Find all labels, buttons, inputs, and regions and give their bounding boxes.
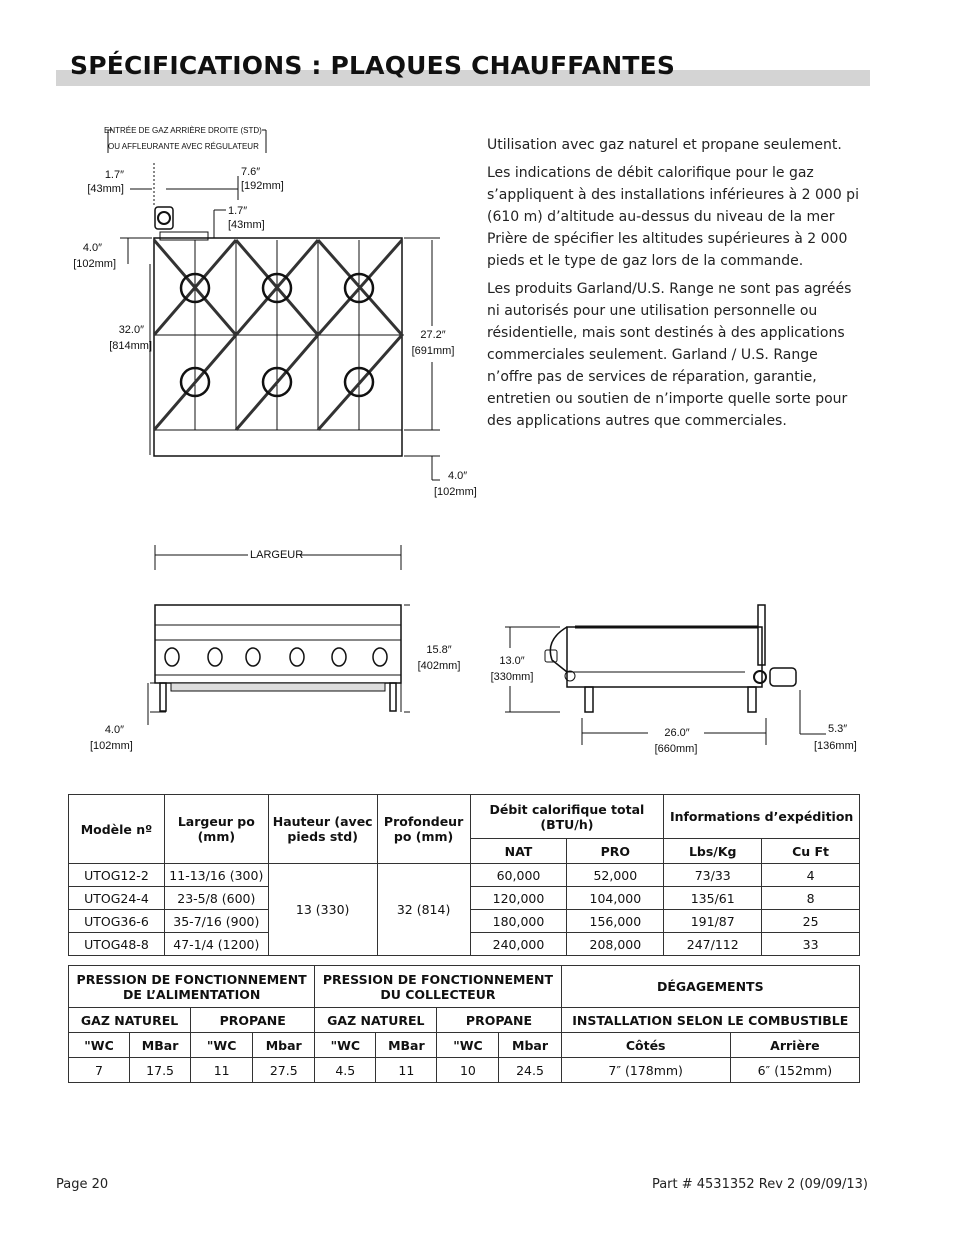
- cell-rear: 6″ (152mm): [730, 1058, 859, 1083]
- header-width: Largeur po (mm): [164, 795, 268, 864]
- cell-model: UTOG12-2: [69, 864, 165, 887]
- side-height-in: 13.0″: [499, 655, 525, 667]
- header-supply-pressure: PRESSION DE FONCTIONNEMENT DE L’ALIMENTATION: [69, 966, 315, 1008]
- unit-wc: "WC: [315, 1033, 376, 1058]
- dim-6-in: 27.2″: [420, 329, 446, 341]
- page-title: SPÉCIFICATIONS : PLAQUES CHAUFFANTES: [70, 51, 676, 80]
- intro-paragraph-1: Utilisation avec gaz naturel et propane seulement.: [487, 137, 842, 153]
- unit-wc: "WC: [437, 1033, 499, 1058]
- intro-paragraph-3: Les produits Garland/U.S. Range ne sont pas agréés ni autorisés pour une utilisation personnelle ou résidentielle, mais sont destinés à des applications commerciales seulement. Garland / U.S. Range n’offre pas de services de réparation, garantie, entretien ou soutien de n’importe quelle sorte pour des applications autres que commerciales.: [487, 281, 852, 429]
- cell-pro: 156,000: [567, 910, 664, 933]
- cell-model: UTOG24-4: [69, 887, 165, 910]
- dim-3-in: 1.7″: [228, 205, 248, 217]
- cell-manifold-nat-mbar: 11: [376, 1058, 437, 1083]
- models-table: [68, 794, 860, 956]
- page-number: Page 20: [56, 1177, 109, 1192]
- header-propane-2: PROPANE: [437, 1008, 561, 1033]
- header-clearances: DÉGAGEMENTS: [561, 966, 859, 1008]
- depth-in: 26.0″: [664, 727, 690, 739]
- dim-3-mm: [43mm]: [228, 219, 265, 231]
- cell-cuft: 4: [762, 864, 860, 887]
- cell-height-all: 13 (330): [268, 864, 377, 956]
- header-lbs-kg: Lbs/Kg: [664, 839, 762, 864]
- header-btu: Débit calorifique total (BTU/h): [470, 795, 664, 839]
- header-rear: Arrière: [730, 1033, 859, 1058]
- unit-mbar: Mbar: [253, 1033, 315, 1058]
- header-nat: NAT: [470, 839, 567, 864]
- header-depth: Profondeur po (mm): [377, 795, 470, 864]
- dim-1-mm: [43mm]: [87, 183, 124, 195]
- intro-text: [487, 134, 867, 438]
- depth-mm: [660mm]: [654, 743, 698, 755]
- cell-supply-nat-wc: 7: [69, 1058, 130, 1083]
- table-row: [69, 1058, 860, 1083]
- dim-1-in: 1.7″: [104, 169, 124, 181]
- dim-2-in: 7.6″: [241, 166, 261, 178]
- cell-cuft: 8: [762, 887, 860, 910]
- cell-pro: 52,000: [567, 864, 664, 887]
- gas-entry-label-1: ENTRÉE DE GAZ ARRIÈRE DROITE (STD): [104, 126, 262, 135]
- cell-lbs: 247/112: [664, 933, 762, 956]
- dim-7-in: 4.0″: [448, 470, 468, 482]
- dim-4-mm: [102mm]: [73, 258, 116, 270]
- front-view-drawing: [148, 545, 410, 725]
- cell-pro: 104,000: [567, 887, 664, 910]
- cell-nat: 180,000: [470, 910, 567, 933]
- header-natural-gas-2: GAZ NATUREL: [315, 1008, 437, 1033]
- pressure-table: [68, 965, 860, 1083]
- header-sides: Côtés: [561, 1033, 730, 1058]
- table-row: [69, 864, 860, 887]
- leg-height-mm: [102mm]: [90, 740, 133, 752]
- cell-width: 35-7/16 (900): [164, 910, 268, 933]
- intro-paragraph-2: Les indications de débit calorifique pour le gaz s’appliquent à des installations inférieures à 2 000 pi (610 m) d’altitude au-dessus du niveau de la mer Prière de spécifier les altitudes supérieures à 2 000 pieds et le type de gaz lors de la commande.: [487, 165, 859, 269]
- dim-5-mm: [814mm]: [109, 340, 152, 352]
- cell-width: 47-1/4 (1200): [164, 933, 268, 956]
- header-manifold-pressure: PRESSION DE FONCTIONNEMENT DU COLLECTEUR: [315, 966, 561, 1008]
- dim-2-mm: [192mm]: [241, 180, 284, 192]
- header-natural-gas-1: GAZ NATUREL: [69, 1008, 191, 1033]
- cell-model: UTOG36-6: [69, 910, 165, 933]
- side-view-drawing: [505, 605, 826, 745]
- header-shipping: Informations d’expédition: [664, 795, 860, 839]
- header-pro: PRO: [567, 839, 664, 864]
- cell-supply-nat-mbar: 17.5: [130, 1058, 191, 1083]
- cell-width: 23-5/8 (600): [164, 887, 268, 910]
- header-model: Modèle nº: [69, 795, 165, 864]
- cell-lbs: 73/33: [664, 864, 762, 887]
- cell-depth-all: 32 (814): [377, 864, 470, 956]
- unit-mbar: MBar: [130, 1033, 191, 1058]
- header-propane-1: PROPANE: [191, 1008, 315, 1033]
- unit-mbar: Mbar: [499, 1033, 561, 1058]
- cell-manifold-pro-mbar: 24.5: [499, 1058, 561, 1083]
- cell-manifold-nat-wc: 4.5: [315, 1058, 376, 1083]
- side-height-mm: [330mm]: [490, 671, 534, 683]
- cell-supply-pro-mbar: 27.5: [253, 1058, 315, 1083]
- rear-in: 5.3″: [828, 723, 848, 735]
- cell-lbs: 191/87: [664, 910, 762, 933]
- gas-entry-label-2: OU AFFLEURANTE AVEC RÉGULATEUR: [108, 142, 259, 151]
- part-number: Part # 4531352 Rev 2 (09/09/13): [651, 1177, 868, 1192]
- dim-4-in: 4.0″: [82, 242, 102, 254]
- cell-nat: 120,000: [470, 887, 567, 910]
- unit-mbar: MBar: [376, 1033, 437, 1058]
- header-installation: INSTALLATION SELON LE COMBUSTIBLE: [561, 1008, 859, 1033]
- cell-nat: 60,000: [470, 864, 567, 887]
- dim-6-mm: [691mm]: [411, 345, 455, 357]
- cell-manifold-pro-wc: 10: [437, 1058, 499, 1083]
- width-label: LARGEUR: [250, 549, 304, 561]
- dim-7-mm: [102mm]: [434, 486, 477, 498]
- cell-width: 11-13/16 (300): [164, 864, 268, 887]
- rear-mm: [136mm]: [814, 740, 857, 752]
- header-height: Hauteur (avec pieds std): [268, 795, 377, 864]
- front-height-mm: [402mm]: [417, 660, 461, 672]
- cell-cuft: 33: [762, 933, 860, 956]
- leg-height-in: 4.0″: [104, 724, 124, 736]
- unit-wc: "WC: [69, 1033, 130, 1058]
- cell-sides: 7″ (178mm): [561, 1058, 730, 1083]
- cell-lbs: 135/61: [664, 887, 762, 910]
- front-height-in: 15.8″: [426, 644, 452, 656]
- unit-wc: "WC: [191, 1033, 253, 1058]
- header-cu-ft: Cu Ft: [762, 839, 860, 864]
- cell-nat: 240,000: [470, 933, 567, 956]
- cell-model: UTOG48-8: [69, 933, 165, 956]
- cell-pro: 208,000: [567, 933, 664, 956]
- dim-5-in: 32.0″: [118, 324, 144, 336]
- cell-cuft: 25: [762, 910, 860, 933]
- cell-supply-pro-wc: 11: [191, 1058, 253, 1083]
